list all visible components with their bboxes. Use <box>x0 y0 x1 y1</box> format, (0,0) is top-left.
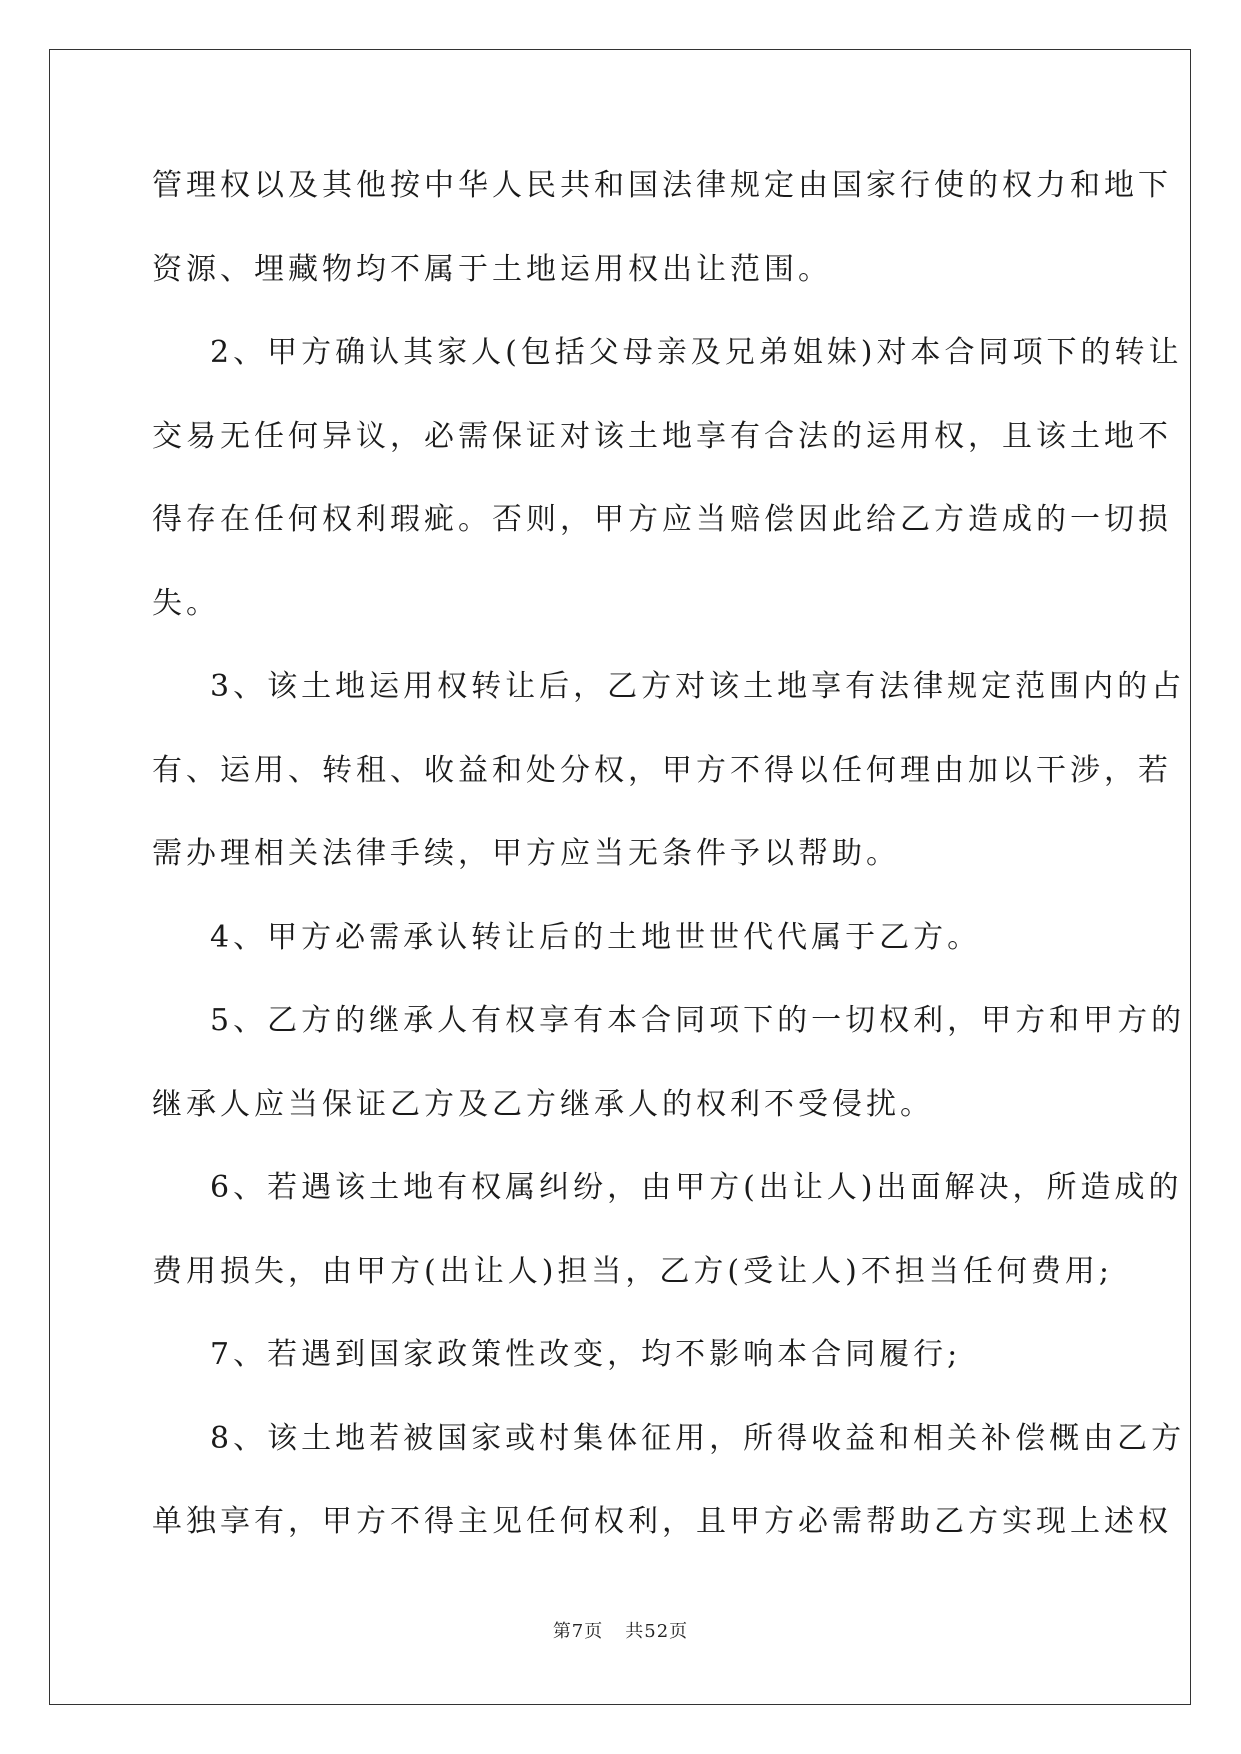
clause-7-line: 7、若遇到国家政策性改变，均不影响本合同履行; <box>210 1337 962 1372</box>
text-line: 管理权以及其他按中华人民共和国法律规定由国家行使的权力和地下 <box>152 168 1172 203</box>
clause-5-line: 5、乙方的继承人有权享有本合同项下的一切权利，甲方和甲方的 <box>210 1003 1186 1038</box>
page-footer <box>0 1617 1241 1643</box>
text-line: 交易无任何异议，必需保证对该土地享有合法的运用权，且该土地不 <box>152 418 1172 454</box>
text-line: 继承人应当保证乙方及乙方继承人的权利不受侵扰。 <box>152 1086 934 1122</box>
page-number-total: 共52页 <box>625 1621 689 1642</box>
text-line: 费用损失，由甲方(出让人)担当，乙方(受让人)不担当任何费用; <box>152 1253 1113 1289</box>
clause-3-line: 3、该土地运用权转让后，乙方对该土地享有法律规定范围内的占 <box>210 669 1186 704</box>
text-line: 得存在任何权利瑕疵。否则，甲方应当赔偿因此给乙方造成的一切损 <box>152 502 1172 537</box>
clause-4-line: 4、甲方必需承认转让后的土地世世代代属于乙方。 <box>210 919 982 955</box>
clause-6-line: 6、若遇该土地有权属纠纷，由甲方(出让人)出面解决，所造成的 <box>210 1170 1183 1205</box>
document-body <box>152 158 1186 1578</box>
text-line: 有、运用、转租、收益和处分权，甲方不得以任何理由加以干涉，若 <box>152 752 1172 788</box>
text-line: 单独享有，甲方不得主见任何权利，且甲方必需帮助乙方实现上述权 <box>152 1504 1172 1539</box>
text-line: 失。 <box>152 585 220 621</box>
clause-8-line: 8、该土地若被国家或村集体征用，所得收益和相关补偿概由乙方 <box>210 1420 1186 1456</box>
text-line: 资源、埋藏物均不属于土地运用权出让范围。 <box>152 251 832 287</box>
text-line: 需办理相关法律手续，甲方应当无条件予以帮助。 <box>152 836 900 871</box>
clause-2-line: 2、甲方确认其家人(包括父母亲及兄弟姐妹)对本合同项下的转让 <box>210 335 1183 370</box>
page-number-current: 第7页 <box>552 1621 604 1642</box>
